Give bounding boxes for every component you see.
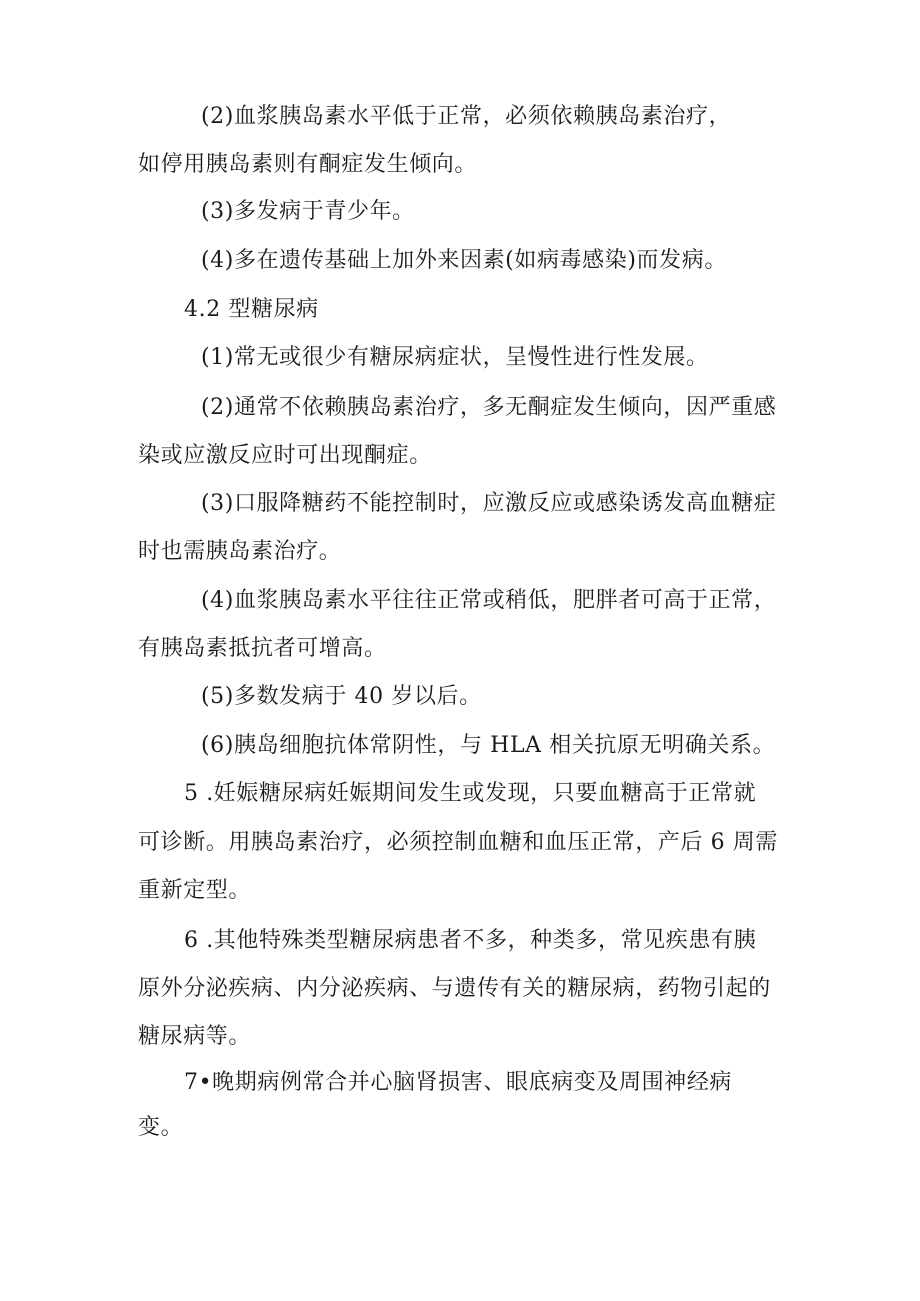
text-line: 可诊断。用胰岛素治疗，必须控制血糖和血压正常，产后 6 周需 (138, 830, 778, 855)
text-line: (6)胰岛细胞抗体常阴性，与 HLA 相关抗原无明确关系。 (201, 733, 776, 758)
text-line: 重新定型。 (138, 878, 252, 903)
text-line: (3)口服降糖药不能控制时，应激反应或感染诱发高血糖症 (201, 491, 777, 516)
text-line: (5)多数发病于 40 岁以后。 (201, 684, 482, 709)
text-line: 染或应激反应时可出现酮症。 (138, 443, 432, 468)
text-line: (4)多在遗传基础上加外来因素(如病毒感染)而发病。 (201, 248, 727, 273)
text-line: 5 .妊娠糖尿病妊娠期间发生或发现，只要血糖高于正常就 (184, 781, 757, 806)
text-line: 时也需胰岛素治疗。 (138, 539, 342, 564)
section-heading: 4.2 型糖尿病 (184, 297, 319, 322)
text-line: 有胰岛素抵抗者可增高。 (138, 636, 387, 661)
text-line: 6 .其他特殊类型糖尿病患者不多，种类多，常见疾患有胰 (184, 928, 757, 953)
text-line: 糖尿病等。 (138, 1024, 252, 1049)
text-line: (4)血浆胰岛素水平往往正常或稍低，肥胖者可高于正常， (201, 588, 777, 613)
text-line: (1)常无或很少有糖尿病症状，呈慢性进行性发展。 (201, 345, 709, 370)
text-line: 如停用胰岛素则有酮症发生倾向。 (138, 152, 478, 177)
text-line: 变。 (138, 1115, 184, 1140)
text-line: 7•晚期病例常合并心脑肾损害、眼底病变及周围神经病 (184, 1070, 732, 1095)
text-line: (2)通常不依赖胰岛素治疗，多无酮症发生倾向，因严重感 (201, 395, 777, 420)
text-line: (3)多发病于青少年。 (201, 199, 415, 224)
text-line: (2)血浆胰岛素水平低于正常，必须依赖胰岛素治疗， (201, 104, 732, 129)
text-line: 原外分泌疾病、内分泌疾病、与遗传有关的糖尿病，药物引起的 (138, 976, 771, 1001)
